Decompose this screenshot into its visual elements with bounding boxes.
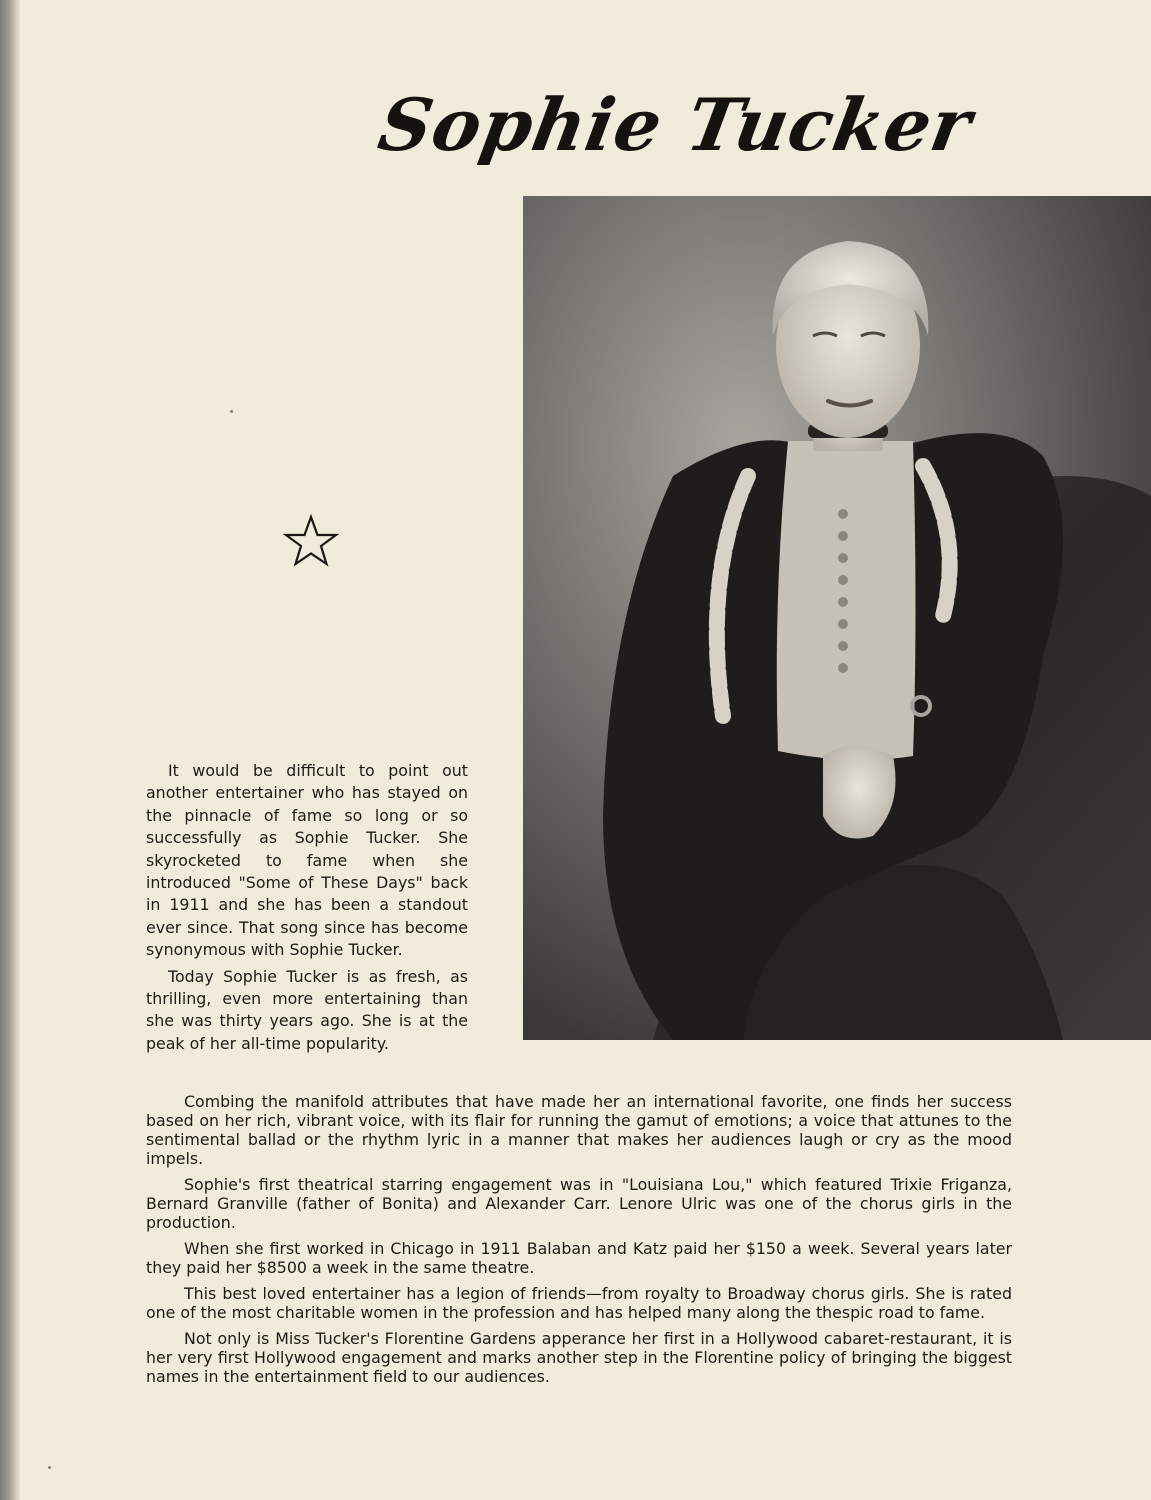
body-paragraph: Not only is Miss Tucker's Florentine Gardens apperance her first in a Hollywood cabaret-restaurant, it is her very first Hollywood engagement and marks another step in the Florentine policy of bringing the biggest names in the entertainment field to our audiences. <box>146 1329 1012 1386</box>
paper-speck <box>48 1466 51 1469</box>
body-paragraph: When she first worked in Chicago in 1911 Balaban and Katz paid her $150 a week. Several years later they paid her $8500 a week in the same theatre. <box>146 1239 1012 1277</box>
intro-paragraph: Today Sophie Tucker is as fresh, as thrilling, even more entertaining than she was thirty years ago. She is at the peak of her all-time popularity. <box>146 966 468 1053</box>
intro-paragraph: It would be difficult to point out another entertainer who has stayed on the pinnacle of fame so long or so successfully as Sophie Tucker. She skyrocketed to fame when she introduced "Some of These Days" back in 1911 and she has been a standout ever since. That song since has become synonymous with Sophie Tucker. <box>146 761 468 960</box>
body-text <box>146 1092 1012 1393</box>
portrait-photo <box>523 196 1151 1040</box>
star-outline-icon <box>283 514 339 568</box>
page-title: Sophie Tucker <box>372 82 979 167</box>
body-paragraph: Combing the manifold attributes that have made her an international favorite, one finds her success based on her rich, vibrant voice, with its flair for running the gamut of emotions; a voice that attunes to the sentimental ballad or the rhythm lyric in a manner that makes her audiences laugh or cry as the mood impels. <box>146 1092 1012 1168</box>
intro-column <box>146 760 468 1055</box>
binding-spine <box>0 0 20 1500</box>
body-paragraph: Sophie's first theatrical starring engagement was in "Louisiana Lou," which featured Trixie Friganza, Bernard Granville (father of Bonita) and Alexander Carr. Lenore Ulric was one of the chorus girls in the production. <box>146 1175 1012 1232</box>
paper-speck <box>230 410 233 413</box>
body-paragraph: This best loved entertainer has a legion of friends—from royalty to Broadway chorus girls. She is rated one of the most charitable women in the profession and has helped many along the thespic road to fame. <box>146 1284 1012 1322</box>
